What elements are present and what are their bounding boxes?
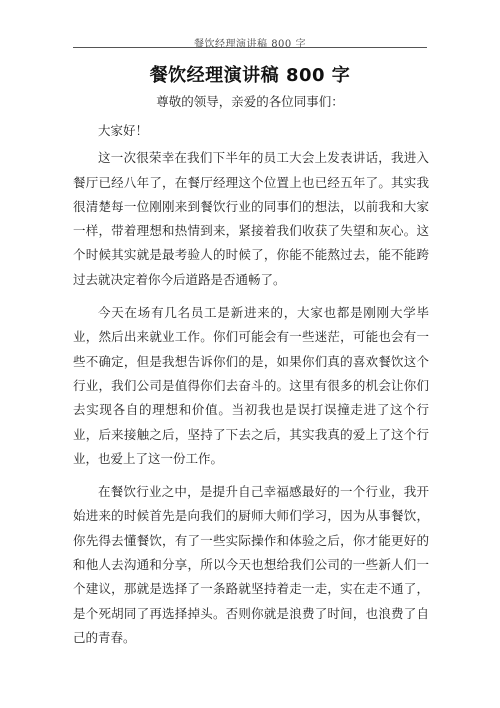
document-title: 餐饮经理演讲稿 800 字 — [149, 65, 351, 86]
running-header: 餐饮经理演讲稿 800 字 — [194, 39, 306, 50]
salutation: 尊敬的领导，亲爱的各位同事们： — [156, 94, 344, 109]
greeting: 大家好！ — [98, 123, 149, 138]
paragraph-1: 这一次很荣幸在我们下半年的员工大会上发表讲话，我进入餐厅已经八年了，在餐厅经理这个位置上也已经五年了。其实我很清楚每一位刚刚来到餐饮行业的同事们的想法，以前我和大家一样，带着理想和热情到来，紧接着我们收获了失望和灰心。这个时候其实就是最考验人的时候了，你能不能熬过去，能不能跨过去就决定着你今后道路是否通畅了。 — [73, 150, 429, 287]
document-body — [73, 119, 429, 659]
paragraph-2: 今天在场有几名员工是新进来的，大家也都是刚刚大学毕业，然后出来就业工作。你们可能会有一些迷茫，可能也会有一些不确定，但是我想告诉你们的是，如果你们真的喜欢餐饮这个行业，我们公司是值得你们去奋斗的。这里有很多的机会让你们去实现各自的理想和价值。当初我也是误打误撞走进了这个行业，后来接触之后，坚持了下去之后，其实我真的爱上了这个行业，也爱上了这一份工作。 — [73, 305, 429, 466]
paragraph-3: 在餐饮行业之中，是提升自己幸福感最好的一个行业，我开始进来的时候首先是向我们的厨师大师们学习，因为从事餐饮，你先得去懂餐饮，有了一些实际操作和体验之后，你才能更好的和他人去沟通和分享，所以今天也想给我们公司的一些新人们一个建议，那就是选择了一条路就坚持着走一走，实在走不通了，是个死胡同了再选择掉头。否则你就是浪费了时间，也浪费了自己的青春。 — [73, 484, 429, 645]
header-divider — [73, 47, 427, 48]
